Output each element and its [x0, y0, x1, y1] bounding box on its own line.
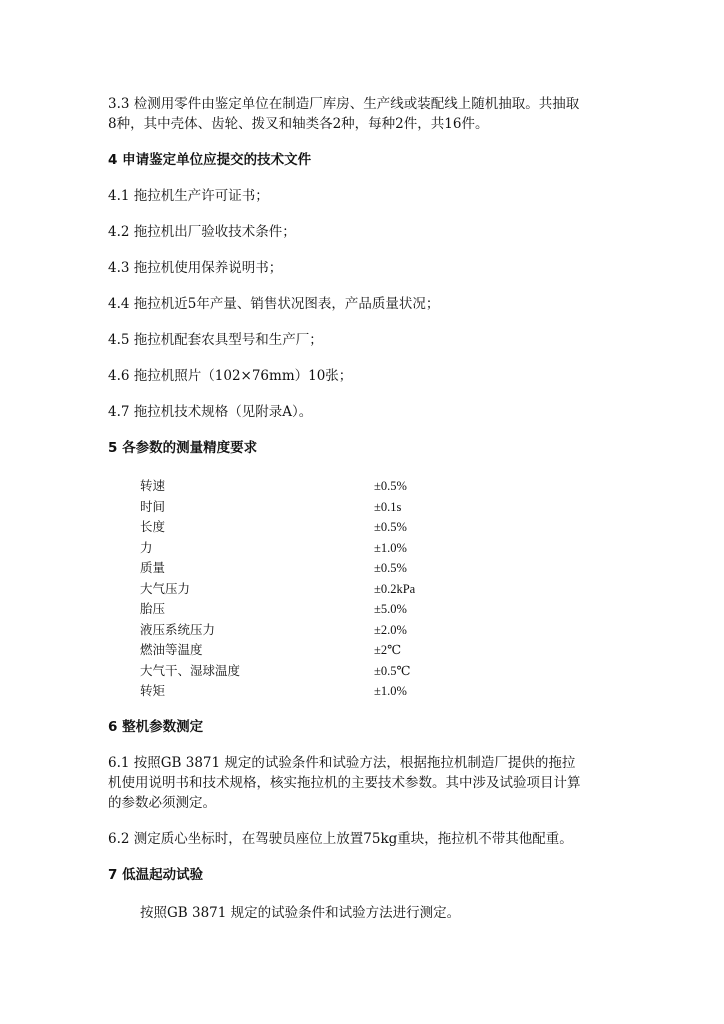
paragraph-line: 8种，其中壳体、齿轮、拨叉和轴类各2种，每种2件，共16件。 — [108, 116, 489, 132]
item-4-5: 4.5 拖拉机配套农具型号和生产厂； — [108, 332, 323, 348]
param-name: 长度 — [140, 519, 166, 534]
param-value: ±0.5% — [374, 479, 407, 493]
item-4-2: 4.2 拖拉机出厂验收技术条件； — [108, 224, 296, 240]
param-value: ±2℃ — [374, 643, 402, 657]
precision-row — [140, 497, 460, 517]
param-name: 转矩 — [140, 683, 166, 698]
param-name: 液压系统压力 — [140, 621, 216, 637]
paragraph-6-2: 6.2 测定质心坐标时，在驾驶员座位上放置75kg重块，拖拉机不带其他配重。 — [108, 831, 573, 847]
section-7-heading: 7 低温起动试验 — [108, 867, 204, 883]
precision-row — [140, 681, 460, 701]
param-value: ±0.5% — [374, 520, 407, 534]
param-value: ±0.2kPa — [374, 581, 416, 596]
item-4-7: 4.7 拖拉机技术规格（见附录A）。 — [108, 404, 313, 420]
paragraph-line: 的参数必须测定。 — [108, 795, 216, 811]
param-name: 力 — [140, 539, 153, 555]
param-name: 时间 — [140, 498, 166, 514]
precision-row — [140, 640, 460, 660]
precision-row — [140, 620, 460, 640]
precision-row — [140, 579, 460, 599]
param-name: 转速 — [140, 478, 166, 493]
precision-row — [140, 599, 460, 619]
param-name: 质量 — [140, 560, 166, 575]
section-5-heading: 5 各参数的测量精度要求 — [108, 440, 258, 456]
param-value: ±2.0% — [374, 622, 407, 637]
param-name: 大气压力 — [140, 580, 191, 596]
param-value: ±1.0% — [374, 540, 407, 555]
param-value: ±1.0% — [374, 684, 407, 698]
param-value: ±5.0% — [374, 602, 407, 616]
paragraph-line: 6.1 按照GB 3871 规定的试验条件和试验方法，根据拖拉机制造厂提供的拖拉 — [108, 755, 576, 771]
param-value: ±0.5℃ — [374, 663, 411, 678]
param-name: 胎压 — [140, 601, 166, 616]
paragraph-line: 机使用说明书和技术规格，核实拖拉机的主要技术参数。其中涉及试验项目计算 — [108, 775, 581, 791]
paragraph-line: 3.3 检测用零件由鉴定单位在制造厂库房、生产线或装配线上随机抽取。共抽取 — [108, 96, 580, 112]
param-name: 大气干、湿球温度 — [140, 662, 241, 678]
precision-row — [140, 661, 460, 681]
param-name: 燃油等温度 — [140, 642, 203, 657]
item-4-4: 4.4 拖拉机近5年产量、销售状况图表，产品质量状况； — [108, 296, 440, 312]
paragraph-3-3 — [108, 94, 613, 134]
item-4-1: 4.1 拖拉机生产许可证书； — [108, 188, 269, 204]
param-value: ±0.5% — [374, 561, 407, 575]
paragraph-6-1 — [108, 753, 613, 813]
paragraph-7-text: 按照GB 3871 规定的试验条件和试验方法进行测定。 — [140, 905, 461, 921]
item-4-3: 4.3 拖拉机使用保养说明书； — [108, 260, 283, 276]
precision-row — [140, 558, 460, 578]
param-value: ±0.1s — [374, 499, 402, 514]
precision-row — [140, 476, 460, 496]
item-4-6: 4.6 拖拉机照片（102×76mm）10张； — [108, 368, 353, 384]
precision-row — [140, 517, 460, 537]
section-4-heading: 4 申请鉴定单位应提交的技术文件 — [108, 152, 312, 168]
precision-row — [140, 538, 460, 558]
section-6-heading: 6 整机参数测定 — [108, 719, 204, 735]
